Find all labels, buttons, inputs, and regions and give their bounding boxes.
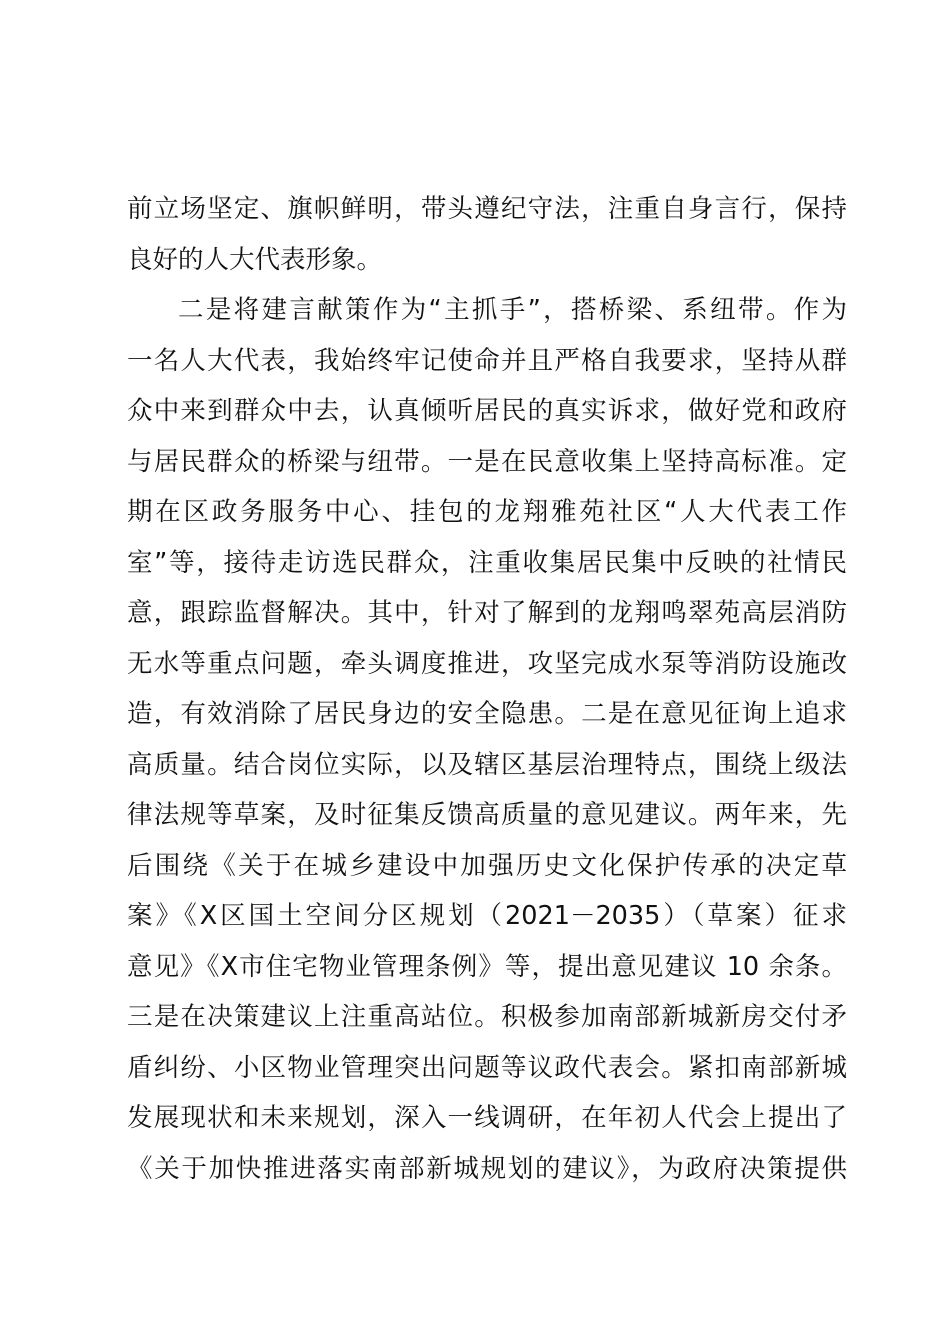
- paragraph-start-line: 二是将建言献策作为“主抓手”，搭桥梁、系纽带。作为: [178, 295, 847, 325]
- text-line: 前立场坚定、旗帜鲜明，带头遵纪守法，注重自身言行，保持: [127, 194, 847, 224]
- text-line: 意见》《X市住宅物业管理条例》等，提出意见建议 10 余条。: [127, 951, 847, 982]
- text-line: 良好的人大代表形象。: [127, 244, 383, 275]
- text-line: 发展现状和未来规划，深入一线调研，在年初人代会上提出了: [127, 1103, 847, 1133]
- text-line: 律法规等草案，及时征集反馈高质量的意见建议。两年来，先: [127, 800, 847, 830]
- text-line: 三是在决策建议上注重高站位。积极参加南部新城新房交付矛: [127, 1002, 847, 1032]
- text-line: 《关于加快推进落实南部新城规划的建议》，为政府决策提供: [127, 1153, 847, 1184]
- text-line: 意，跟踪监督解决。其中，针对了解到的龙翔鸣翠苑高层消防: [127, 598, 847, 628]
- text-line: 室”等，接待走访选民群众，注重收集居民集中反映的社情民: [127, 547, 847, 578]
- text-line: 后围绕《关于在城乡建设中加强历史文化保护传承的决定草: [127, 850, 847, 881]
- text-line: 无水等重点问题，牵头调度推进，攻坚完成水泵等消防设施改: [127, 648, 847, 679]
- body-text: [127, 184, 847, 1194]
- text-line: 期在区政务服务中心、挂包的龙翔雅苑社区“人大代表工作: [127, 497, 847, 527]
- text-line: 与居民群众的桥梁与纽带。一是在民意收集上坚持高标准。定: [127, 446, 847, 477]
- text-line: 造，有效消除了居民身边的安全隐患。二是在意见征询上追求: [127, 699, 847, 729]
- text-line: 高质量。结合岗位实际，以及辖区基层治理特点，围绕上级法: [127, 749, 847, 780]
- text-line: 盾纠纷、小区物业管理突出问题等议政代表会。紧扣南部新城: [127, 1052, 847, 1083]
- text-line: 案》《X区国土空间分区规划（2021－2035）（草案）征求: [127, 901, 847, 931]
- text-line: 一名人大代表，我始终牢记使命并且严格自我要求，坚持从群: [127, 345, 847, 376]
- text-line: 众中来到群众中去，认真倾听居民的真实诉求，做好党和政府: [127, 396, 847, 426]
